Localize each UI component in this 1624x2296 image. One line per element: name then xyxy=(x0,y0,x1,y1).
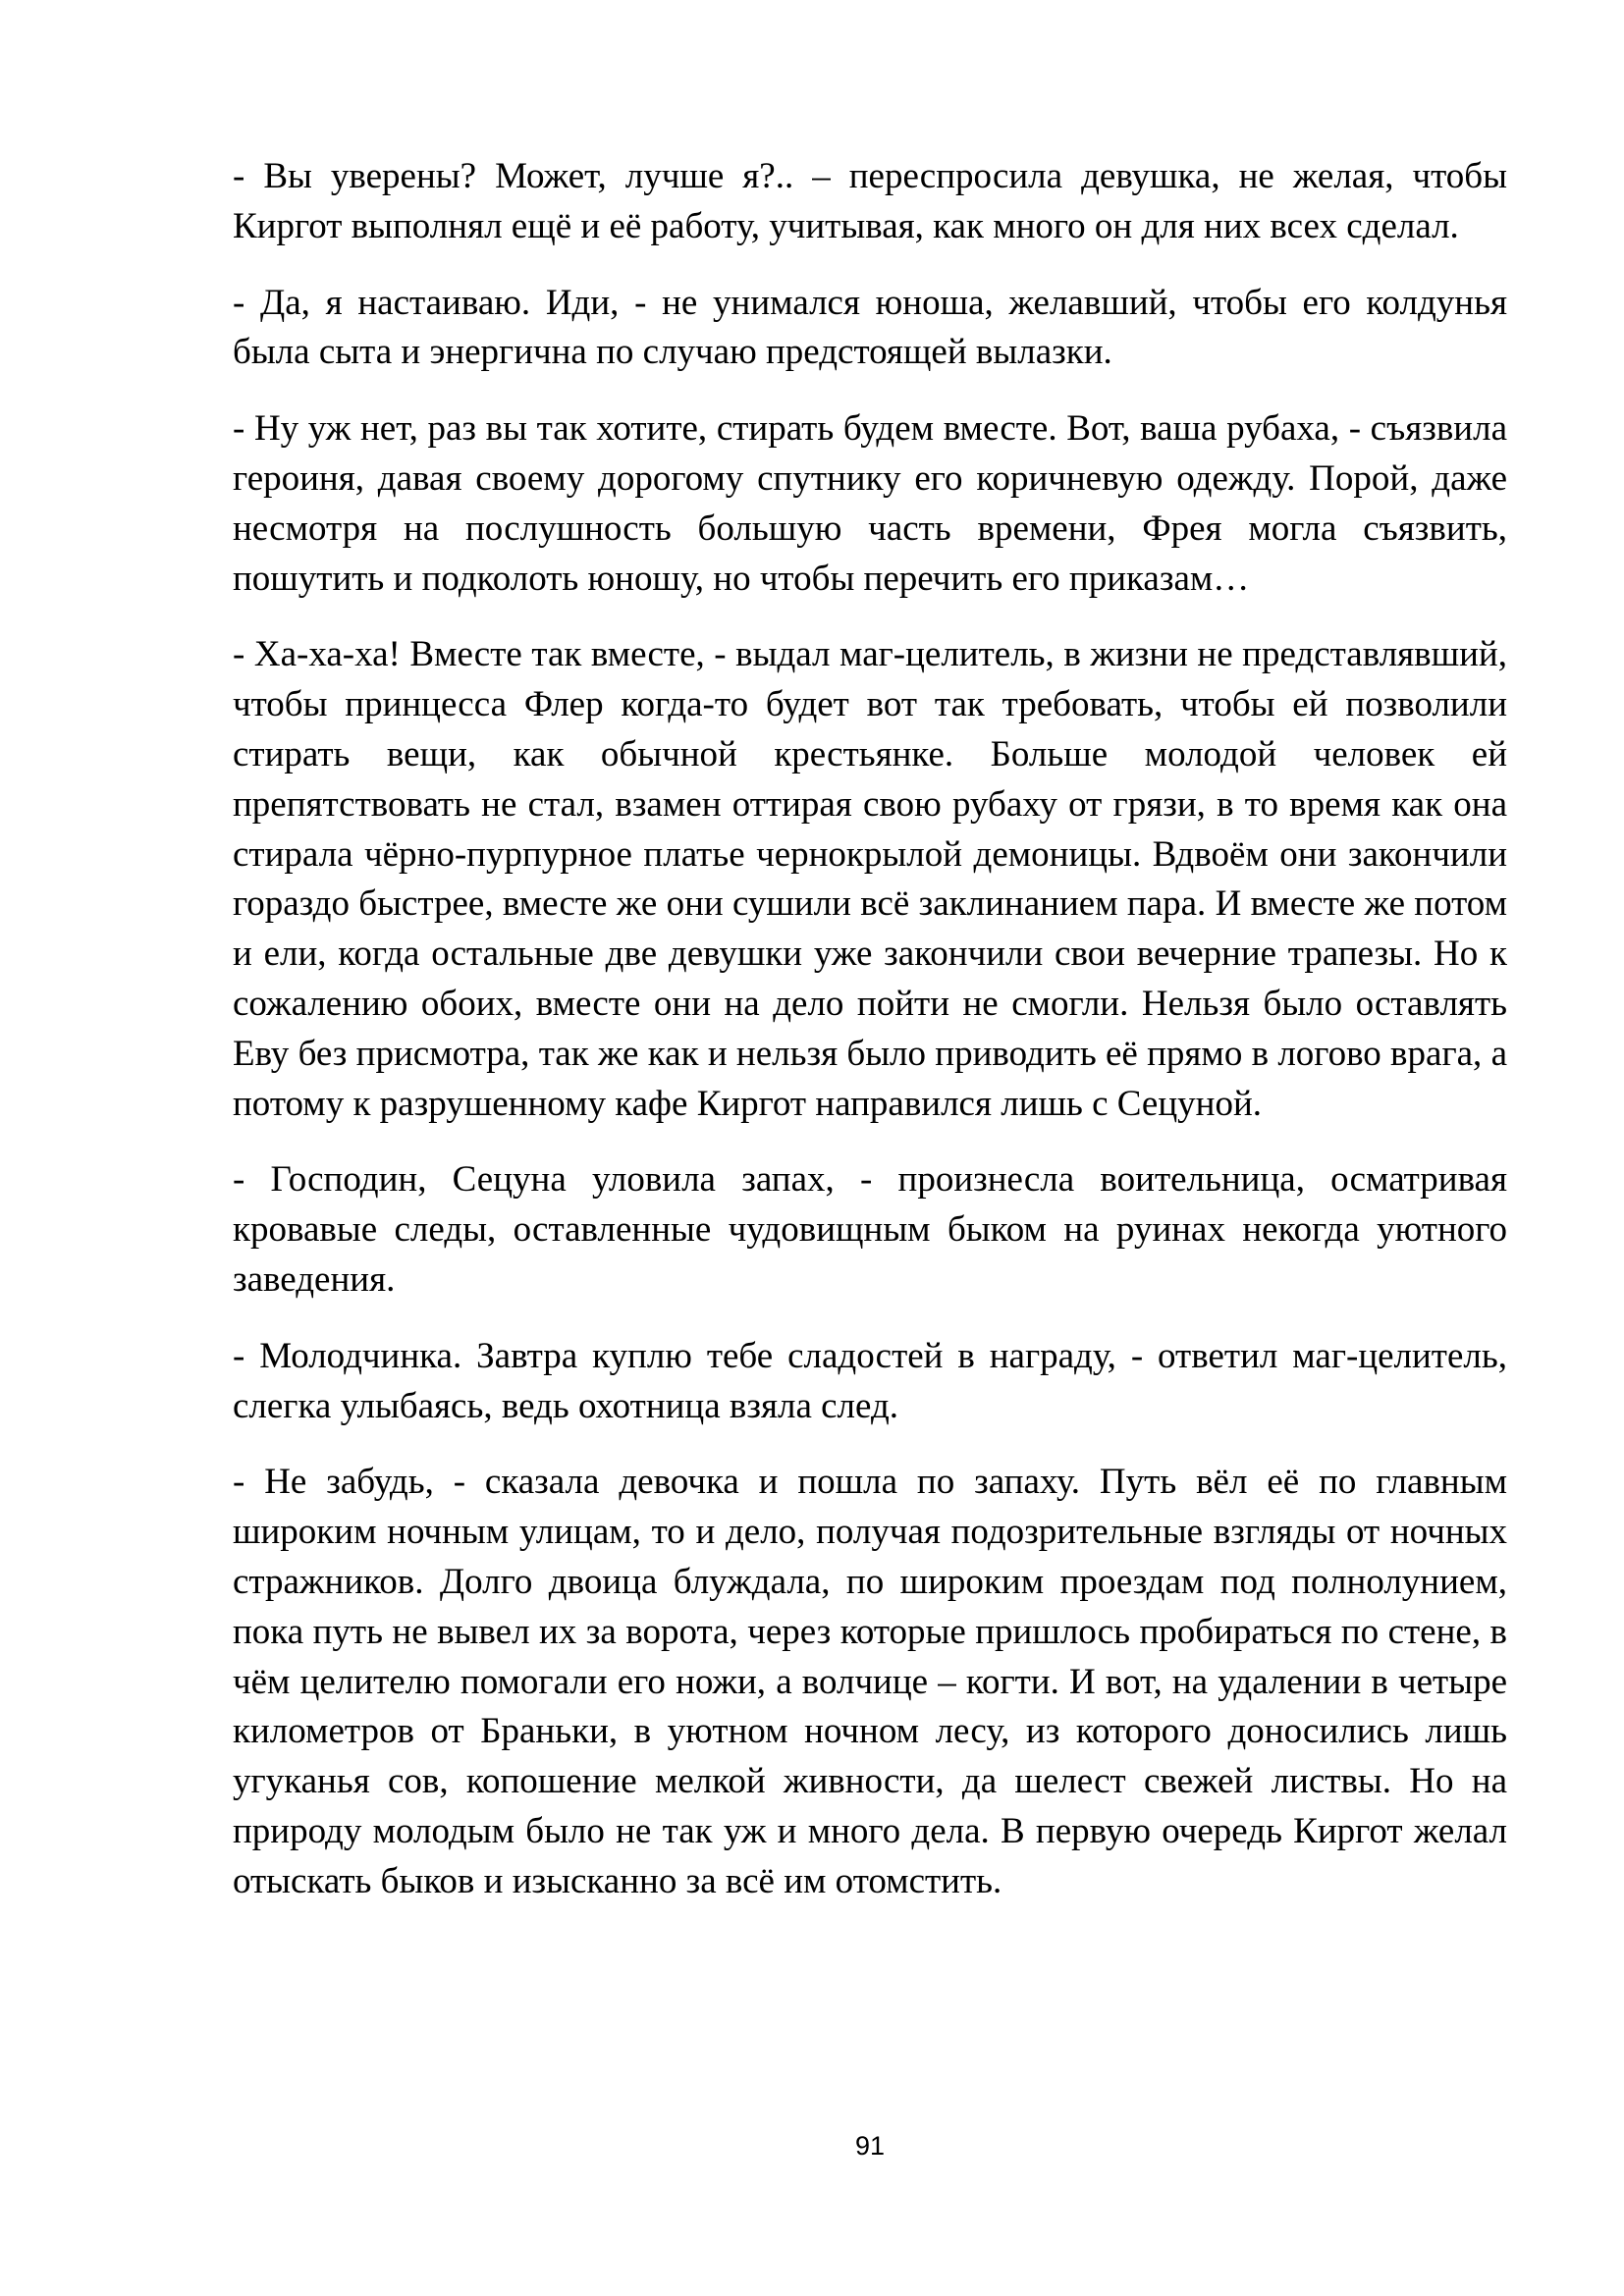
page-number: 91 xyxy=(854,2131,886,2161)
paragraph: - Молодчинка. Завтра куплю тебе сладостей в награду, - ответил маг-целитель, слегка улыбаясь, ведь охотница взяла след. xyxy=(233,1335,1507,1426)
paragraph: - Ну уж нет, раз вы так хотите, стирать будем вместе. Вот, ваша рубаха, - съязвила героиня, давая своему дорогому спутнику его коричневую одежду. Порой, даже несмотря на послушность большую часть времени, Фрея могла съязвить, пошутить и подколоть юношу, но чтобы перечить его приказам… xyxy=(233,408,1507,599)
paragraph: - Господин, Сецуна уловила запах, - произнесла воительница, осматривая кровавые следы, оставленные чудовищным быком на руинах некогда уютного заведения. xyxy=(233,1159,1507,1300)
paragraph: - Не забудь, - сказала девочка и пошла по запаху. Путь вёл её по главным широким ночным улицам, то и дело, получая подозрительные взгляды от ночных стражников. Долго двоица блуждала, по широким проездам под полнолунием, пока путь не вывел их за ворота, через которые пришлось пробираться по стене, в чём целителю помогали его ножи, а волчице – когти. И вот, на удалении в четыре километров от Браньки, в уютном ночном лесу, из которого доносились лишь угуканья сов, копошение мелкой живности, да шелест свежей листвы. Но на природу молодым было не так уж и много дела. В первую очередь Киргот желал отыскать быков и изысканно за всё им отомстить. xyxy=(233,1462,1507,1901)
paragraph: - Вы уверены? Может, лучше я?.. – переспросила девушка, не желая, чтобы Киргот выполнял ещё и её работу, учитывая, как много он для них всех сделал. xyxy=(233,156,1507,246)
paragraph: - Да, я настаиваю. Иди, - не унимался юноша, желавший, чтобы его колдунья была сыта и энергична по случаю предстоящей вылазки. xyxy=(233,282,1507,373)
paragraph: - Ха-ха-ха! Вместе так вместе, - выдал маг-целитель, в жизни не представлявший, чтобы принцесса Флер когда-то будет вот так требовать, чтобы ей позволили стирать вещи, как обычной крестьянке. Больше молодой человек ей препятствовать не стал, взамен оттирая свою рубаху от грязи, в то время как она стирала чёрно-пурпурное платье чернокрылой демоницы. Вдвоём они закончили гораздо быстрее, вместе же они сушили всё заклинанием пара. И вместе же потом и ели, когда остальные две девушки уже закончили свои вечерние трапезы. Но к сожалению обоих, вместе они на дело пойти не смогли. Нельзя было оставлять Еву без присмотра, так же как и нельзя было приводить её прямо в логово врага, а потому к разрушенному кафе Киргот направился лишь с Сецуной. xyxy=(233,634,1507,1124)
body-text xyxy=(233,152,1507,1907)
